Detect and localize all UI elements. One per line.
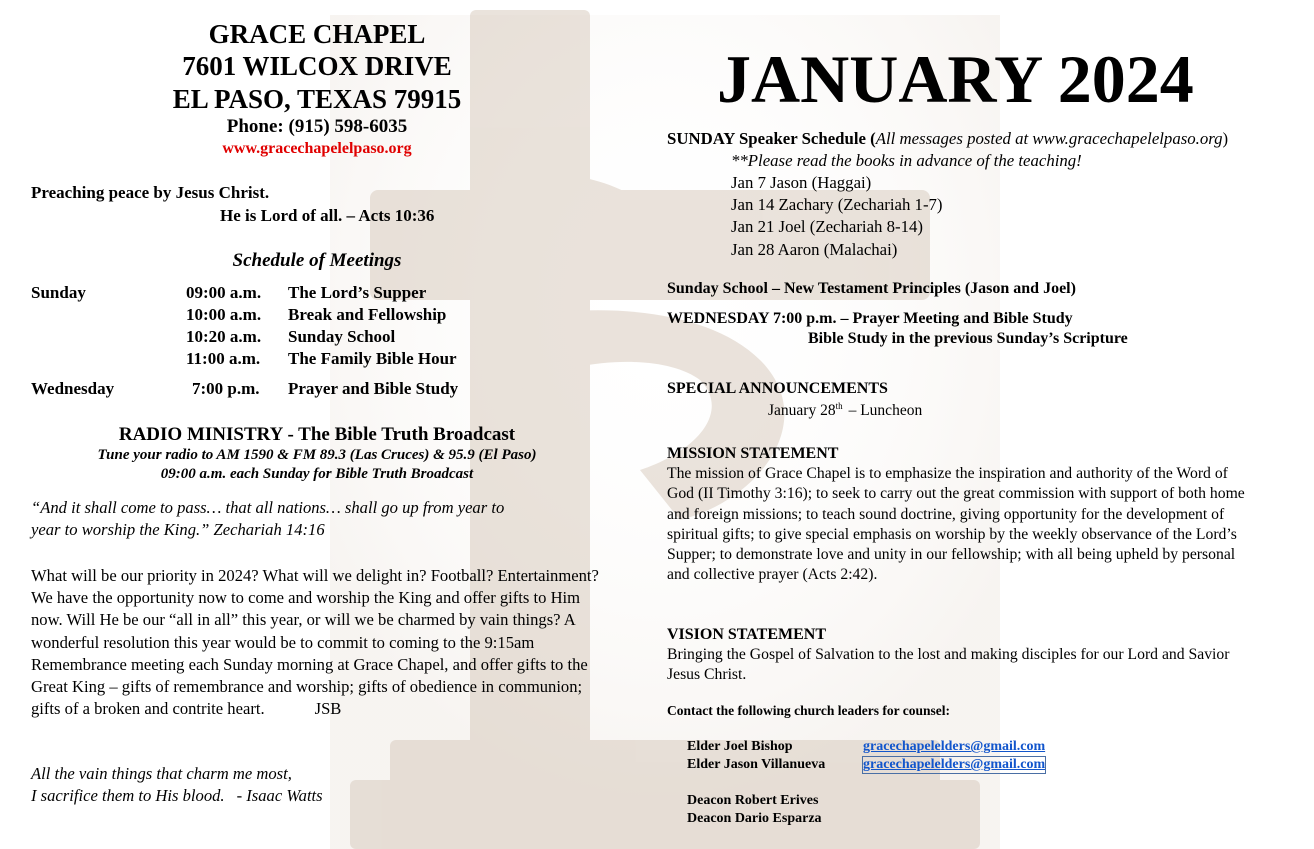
speaker-item-1: Jan 7 Jason (Haggai): [731, 173, 872, 192]
vision-title: VISION STATEMENT: [667, 626, 826, 643]
sunday-label: Sunday: [31, 283, 86, 302]
sunday-time-3: 10:20 a.m.: [186, 327, 262, 346]
deacon-name-2: Deacon Dario Esparza: [687, 811, 822, 826]
sunday-event-4: The Family Bible Hour: [288, 349, 457, 368]
sunday-time-4: 11:00 a.m.: [186, 349, 261, 368]
church-name: GRACE CHAPEL: [208, 19, 426, 49]
reflection-text: What will be our priority in 2024? What will we delight in? Football? Entertainment? We have the opportunity now to come and worship the King and offer gifts to Him now. Will He be our “all in all” this year, or will we be charmed by vain things? A wonderful resolution this year would be to commit to coming to the 9:15am Remembrance meeting each Sunday morning at Grace Chapel, and offer gifts to the Great King – gifts of remembrance and worship; gifts of obedience in communion; gifts of a broken and contrite heart.: [31, 566, 599, 719]
reflection-paragraph: [31, 565, 606, 720]
speaker-item-3: Jan 21 Joel (Zechariah 8-14): [731, 217, 923, 236]
motto-line-2: He is Lord of all. – Acts 10:36: [220, 206, 435, 225]
radio-title: RADIO MINISTRY - The Bible Truth Broadcast: [118, 424, 516, 445]
contact-intro: Contact the following church leaders for counsel:: [667, 703, 950, 718]
hymn-line-1: All the vain things that charm me most,: [31, 764, 292, 783]
vision-text: Bringing the Gospel of Salvation to the lost and making disciples for our Lord and Savior Jesus Christ.: [667, 646, 1230, 684]
hymn-author: - Isaac Watts: [236, 786, 323, 805]
elder-name-2: Elder Jason Villanueva: [687, 757, 826, 772]
reflection-initials: JSB: [314, 699, 342, 719]
sunday-event-2: Break and Fellowship: [288, 305, 447, 324]
hymn-line-2: I sacrifice them to His blood. - Isaac Watts: [31, 786, 323, 805]
elder-name-1: Elder Joel Bishop: [687, 739, 793, 754]
wednesday-label: Wednesday: [31, 379, 115, 398]
wednesday-event: Prayer and Bible Study: [288, 379, 459, 398]
church-phone: Phone: (915) 598-6035: [226, 116, 408, 137]
radio-line-1: Tune your radio to AM 1590 & FM 89.3 (Las Cruces) & 95.9 (El Paso): [97, 447, 537, 463]
radio-line-2: 09:00 a.m. each Sunday for Bible Truth Broadcast: [160, 466, 474, 482]
month-title: JANUARY 2024: [717, 41, 1194, 117]
schedule-title: Schedule of Meetings: [232, 250, 402, 271]
quote-line-1: “And it shall come to pass… that all nations… shall go up from year to: [31, 498, 505, 517]
sunday-event-1: The Lord’s Supper: [288, 283, 427, 302]
wednesday-info-line-2: Bible Study in the previous Sunday’s Scripture: [808, 330, 1128, 347]
elder-email-1[interactable]: gracechapelelders@gmail.com: [863, 739, 1046, 754]
speaker-note: **Please read the books in advance of the teaching!: [731, 151, 1082, 170]
mission-text: The mission of Grace Chapel is to emphasize the inspiration and authority of the Word of God (II Timothy 3:16); to seek to carry out the great commission with support of both home and foreign missions; to teach sound doctrine, giving opportunity for the development of spiritual gifts; to give special emphasis on worship by the weekly observance of the Lord’s Supper; to demonstrate love and unity in our fellowship; with all being upheld by personal and collective prayer (Acts 2:42).: [667, 465, 1245, 584]
mission-title: MISSION STATEMENT: [667, 445, 839, 462]
church-address: 7601 WILCOX DRIVE: [182, 51, 452, 81]
deacon-name-1: Deacon Robert Erives: [687, 793, 819, 808]
elder-email-2[interactable]: gracechapelelders@gmail.com: [863, 757, 1046, 772]
speaker-item-4: Jan 28 Aaron (Malachai): [731, 240, 898, 259]
motto-line-1: Preaching peace by Jesus Christ.: [31, 183, 270, 202]
sunday-time-2: 10:00 a.m.: [186, 305, 262, 324]
church-website[interactable]: www.gracechapelelpaso.org: [222, 140, 412, 157]
sunday-school-info: Sunday School – New Testament Principles (Jason and Joel): [667, 280, 1076, 297]
wednesday-time: 7:00 p.m.: [192, 379, 260, 398]
sunday-time-1: 09:00 a.m.: [186, 283, 262, 302]
announcements-title: SPECIAL ANNOUNCEMENTS: [667, 380, 888, 397]
speaker-schedule-heading: SUNDAY Speaker Schedule (All messages posted at www.gracechapelelpaso.org): [667, 129, 1229, 148]
church-city: EL PASO, TEXAS 79915: [172, 84, 462, 114]
quote-line-2: year to worship the King.” Zechariah 14:16: [31, 520, 325, 539]
sunday-event-3: Sunday School: [288, 327, 396, 346]
wednesday-info-line-1: WEDNESDAY 7:00 p.m. – Prayer Meeting and Bible Study: [667, 310, 1073, 327]
announcement-item: January 28th – Luncheon: [768, 401, 923, 420]
speaker-item-2: Jan 14 Zachary (Zechariah 1-7): [731, 195, 943, 214]
